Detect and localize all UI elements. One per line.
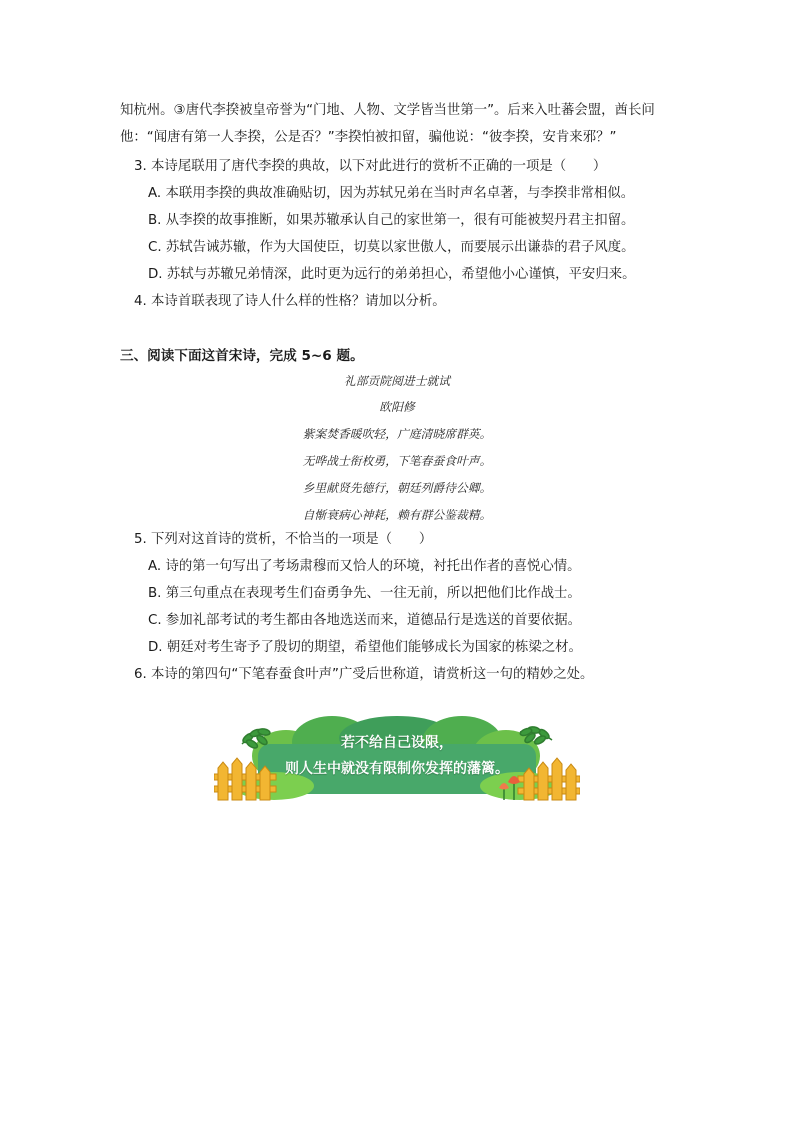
question-5-stem: 5. 下列对这首诗的赏析，不恰当的一项是（ ） [134,532,433,547]
question-5-option-d: D. 朝廷对考生寄予了殷切的期望，希望他们能够成长为国家的栋梁之材。 [148,640,582,655]
poem-author: 欧阳修 [379,400,415,414]
poem-title: 礼部贡院阅进士就试 [343,374,451,388]
question-3-option-d: D. 苏轼与苏辙兄弟情深，此时更为远行的弟弟担心，希望他小心谨慎，平安归来。 [148,267,636,282]
intro-line-2: 他：“闻唐有第一人李揆，公是否？”李揆怕被扣留，骗他说：“彼李揆，安肯来邪？” [120,130,617,145]
question-4-stem: 4. 本诗首联表现了诗人什么样的性格？请加以分析。 [134,294,446,309]
question-5-option-b: B. 第三句重点在表现考生们奋勇争先、一往无前，所以把他们比作战士。 [148,586,581,601]
section-3-title: 三、阅读下面这首宋诗，完成 5~6 题。 [120,348,364,364]
poem-line-3: 乡里献贤先德行，朝廷列爵待公卿。 [302,481,492,495]
question-6-stem: 6. 本诗的第四句“下笔春蚕食叶声”广受后世称道，请赏析这一句的精妙之处。 [134,667,594,682]
question-3-option-a: A. 本联用李揆的典故准确贴切，因为苏轼兄弟在当时声名卓著，与李揆非常相似。 [148,186,635,201]
motto-line-1: 若不给自己设限， [341,735,453,751]
question-5-option-c: C. 参加礼部考试的考生都由各地选送而来，道德品行是选送的首要依据。 [148,613,581,628]
intro-line-1: 知杭州。③唐代李揆被皇帝誉为“门地、人物、文学皆当世第一”。后来入吐蕃会盟，酋长问 [120,103,655,118]
question-3-stem: 3. 本诗尾联用了唐代李揆的典故，以下对此进行的赏析不正确的一项是（ ） [134,159,607,174]
poem-line-1: 紫案焚香暖吹轻，广庭清晓席群英。 [302,427,492,441]
poem-line-4: 自惭衰病心神耗，赖有群公鉴裁精。 [302,508,492,522]
question-3-option-c: C. 苏轼告诫苏辙，作为大国使臣，切莫以家世傲人，而要展示出谦恭的君子风度。 [148,240,635,255]
question-5-option-a: A. 诗的第一句写出了考场肃穆而又恰人的环境，衬托出作者的喜悦心情。 [148,559,581,574]
question-3-option-b: B. 从李揆的故事推断，如果苏辙承认自己的家世第一，很有可能被契丹君主扣留。 [148,213,635,228]
motto-banner [214,716,580,802]
poem-line-2: 无哗战士衔枚勇，下笔春蚕食叶声。 [302,454,492,468]
motto-line-2: 则人生中就没有限制你发挥的藩篱。 [285,761,509,777]
